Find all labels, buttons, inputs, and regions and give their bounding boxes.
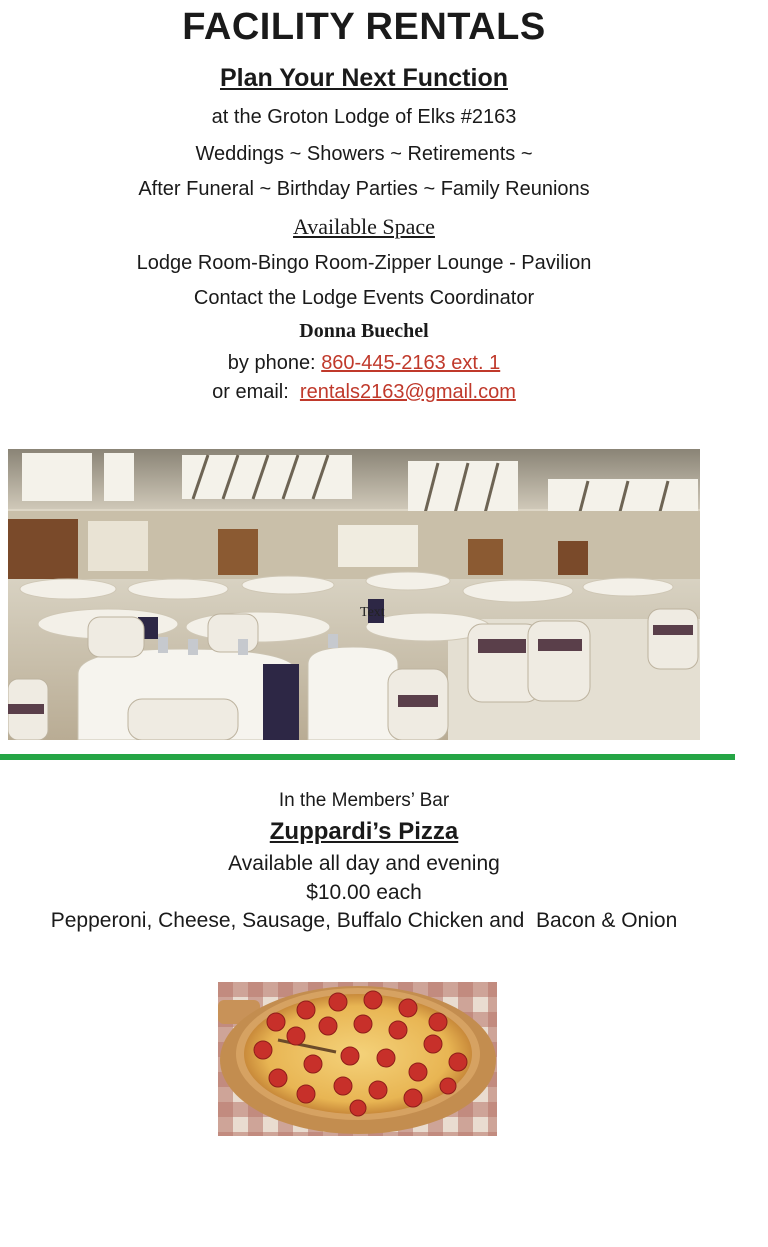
coordinator-name: Donna Buechel: [299, 320, 429, 342]
phone-link[interactable]: 860-445-2163 ext. 1: [321, 352, 501, 374]
pizza-photo: [218, 982, 497, 1136]
phone-label: by phone:: [227, 352, 322, 374]
hall-photo-overlay-text: Text: [360, 605, 385, 620]
pizza-availability: Available all day and evening: [228, 852, 500, 875]
rooms-line: Lodge Room-Bingo Room-Zipper Lounge - Pavilion: [136, 252, 592, 274]
email-line: [0, 381, 728, 404]
events-line-2: After Funeral ~ Birthday Parties ~ Family Reunions: [138, 178, 590, 200]
subtitle: Plan Your Next Function: [220, 64, 508, 92]
phone-line: [0, 352, 728, 375]
email-link[interactable]: rentals2163@gmail.com: [299, 381, 516, 403]
available-space-heading: Available Space: [293, 214, 435, 239]
pizza-price: $10.00 each: [306, 881, 422, 904]
contact-intro: Contact the Lodge Events Coordinator: [193, 287, 535, 309]
pizza-brand-name: Zuppardi’s Pizza: [269, 818, 459, 845]
location-line: at the Groton Lodge of Elks #2163: [211, 106, 517, 128]
section-divider: [0, 754, 735, 760]
bar-location: In the Members’ Bar: [278, 790, 450, 811]
events-line-1: Weddings ~ Showers ~ Retirements ~: [195, 143, 533, 165]
email-label: or email:: [212, 381, 300, 403]
banquet-hall-photo: [8, 449, 700, 740]
page-title: FACILITY RENTALS: [182, 6, 546, 48]
pizza-varieties: Pepperoni, Cheese, Sausage, Buffalo Chicken and Bacon & Onion: [50, 909, 678, 932]
